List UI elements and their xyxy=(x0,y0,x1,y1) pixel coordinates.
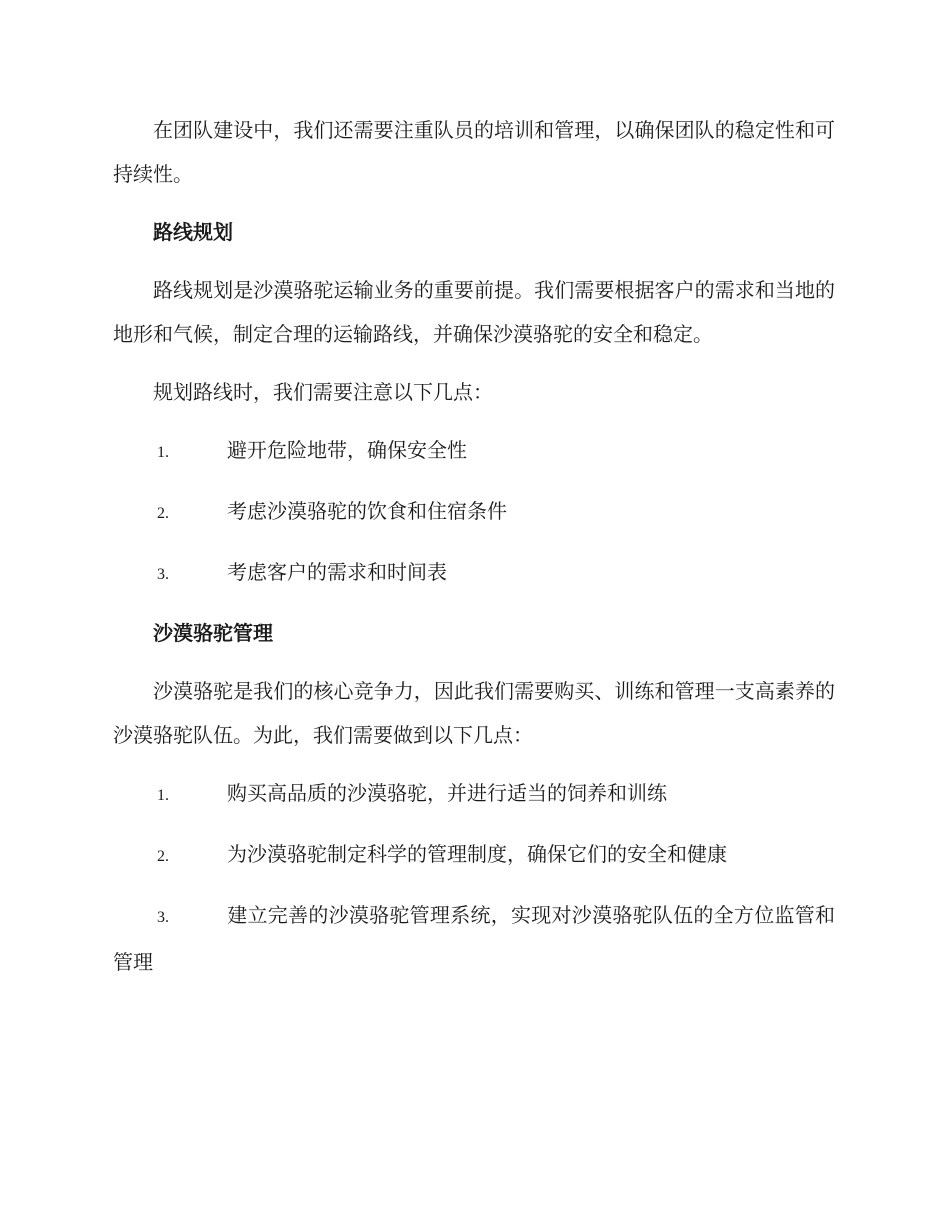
list-number: 2. xyxy=(157,505,169,522)
list-item-text: 考虑客户的需求和时间表 xyxy=(227,560,447,584)
route-paragraph-2: 规划路线时，我们需要注意以下几点： xyxy=(153,380,493,404)
list-number: 2. xyxy=(157,848,169,865)
route-list-item-3 xyxy=(113,550,835,597)
camel-list-item-1 xyxy=(113,771,835,818)
route-list-item-2 xyxy=(113,489,835,536)
section-heading-camel: 沙漠骆驼管理 xyxy=(153,621,273,645)
camel-list-item-3 xyxy=(113,893,835,984)
route-paragraph-1: 路线规划是沙漠骆驼运输业务的重要前提。我们需要根据客户的需求和当地的地形和气候，制定合理的运输路线，并确保沙漠骆驼的安全和稳定。 xyxy=(113,278,835,346)
camel-list-item-2 xyxy=(113,832,835,879)
list-item-text: 为沙漠骆驼制定科学的管理制度，确保它们的安全和健康 xyxy=(227,842,727,866)
intro-paragraph: 在团队建设中，我们还需要注重队员的培训和管理，以确保团队的稳定性和可持续性。 xyxy=(113,118,835,186)
list-number: 1. xyxy=(157,787,169,804)
list-number: 3. xyxy=(157,566,169,583)
list-item-text: 购买高品质的沙漠骆驼，并进行适当的饲养和训练 xyxy=(227,781,667,805)
list-number: 1. xyxy=(157,444,169,461)
list-number: 3. xyxy=(157,909,169,926)
list-item-text: 避开危险地带，确保安全性 xyxy=(227,438,467,462)
list-item-text: 考虑沙漠骆驼的饮食和住宿条件 xyxy=(227,499,507,523)
section-heading-route: 路线规划 xyxy=(153,220,233,244)
camel-paragraph-1: 沙漠骆驼是我们的核心竞争力，因此我们需要购买、训练和管理一支高素养的沙漠骆驼队伍。为此，我们需要做到以下几点： xyxy=(113,679,835,747)
route-list-item-1 xyxy=(113,428,835,475)
document-body xyxy=(113,108,835,998)
list-item-text: 建立完善的沙漠骆驼管理系统，实现对沙漠骆驼队伍的全方位监管和管理 xyxy=(113,903,835,974)
